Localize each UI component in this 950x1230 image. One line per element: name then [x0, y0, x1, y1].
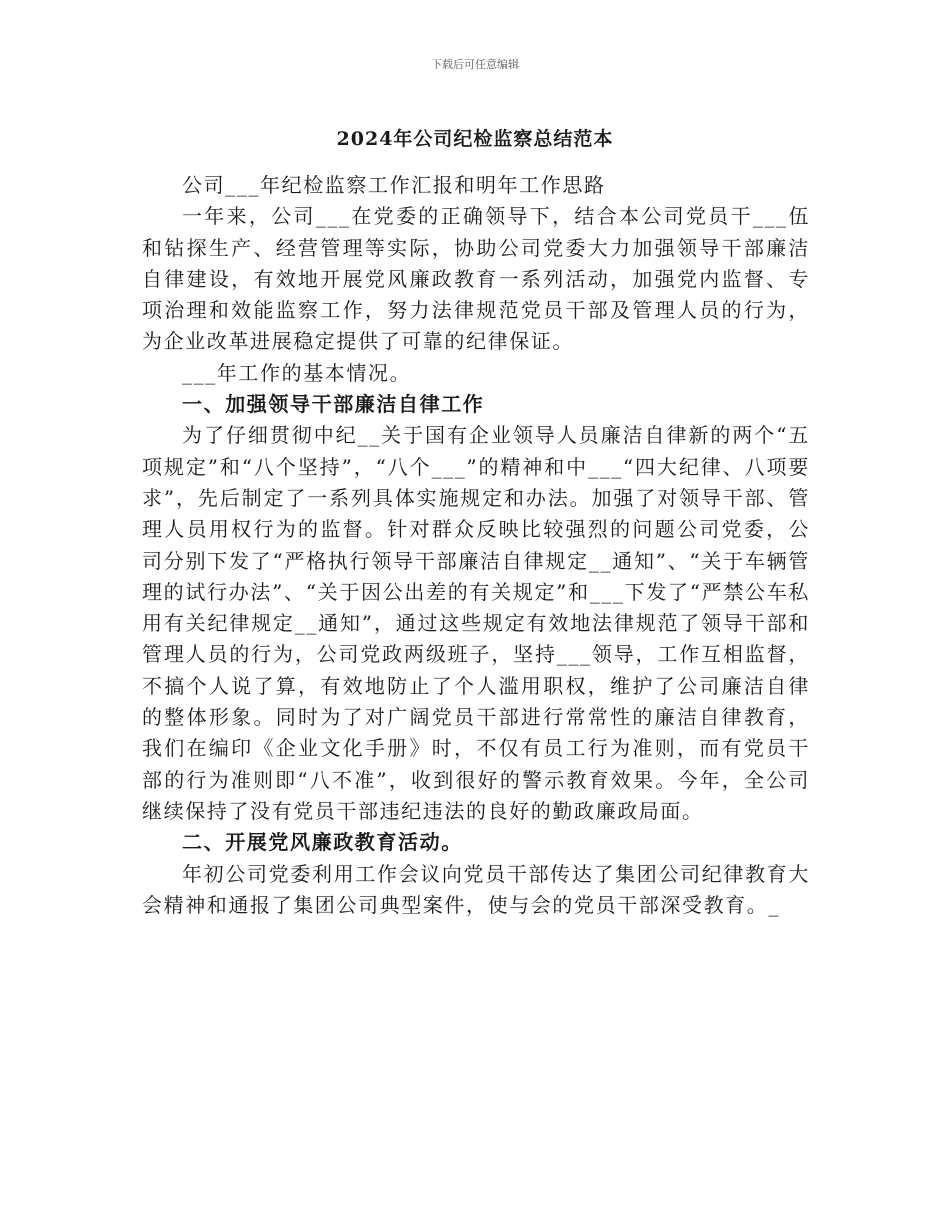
header-note: 下载后可任意编辑 — [431, 58, 519, 71]
paragraph-basic-situation: ___年工作的基本情况。 — [182, 360, 412, 385]
document-body — [142, 170, 810, 921]
paragraph-section-2: 年初公司党委利用工作会议向党员干部传达了集团公司纪律教育大会精神和通报了集团公司典型案件，使与会的党员干部深受教育。_ — [142, 861, 810, 917]
paragraph-subtitle: 公司___年纪检监察工作汇报和明年工作思路 — [182, 173, 606, 197]
paragraph-intro: 一年来，公司___在党委的正确领导下，结合本公司党员干___伍和钻探生产、经营管理等实际，协助公司党委大力加强领导干部廉洁自律建设，有效地开展党风廉政教育一系列活动，加强党内监督、专项治理和效能监察工作，努力法律规范党员干部及管理人员的行为，为企业改革进展稳定提供了可靠的纪律保证。 — [142, 204, 810, 354]
page-title: 2024年公司纪检监察总结范本 — [336, 128, 614, 150]
section-heading-2: 二、开展党风廉政教育活动。 — [182, 830, 463, 855]
paragraph-section-1: 为了仔细贯彻中纪__关于国有企业领导人员廉洁自律新的两个“五项规定”和“八个坚持”，“八个___”的精神和中___“四大纪律、八项要求”，先后制定了一系列具体实施规定和办法。加强了对领导干部、管理人员用权行为的监督。针对群众反映比较强烈的问题公司党委，公司分别下发了“严格执行领导干部廉洁自律规定__通知”、“关于车辆管理的试行办法”、“关于因公出差的有关规定”和___下发了“严禁公车私用有关纪律规定__通知”，通过这些规定有效地法律规范了领导干部和管理人员的行为，公司党政两级班子，坚持___领导，工作互相监督，不搞个人说了算，有效地防止了个人滥用职权，维护了公司廉洁自律的整体形象。同时为了对广阔党员干部进行常常性的廉洁自律教育，我们在编印《企业文化手册》时，不仅有员工行为准则，而有党员干部的行为准则即“八不准”，收到很好的警示教育效果。今年，全公司继续保持了没有党员干部违纪违法的良好的勤政廉政局面。 — [142, 423, 810, 823]
section-heading-1: 一、加强领导干部廉洁自律工作 — [182, 392, 485, 417]
